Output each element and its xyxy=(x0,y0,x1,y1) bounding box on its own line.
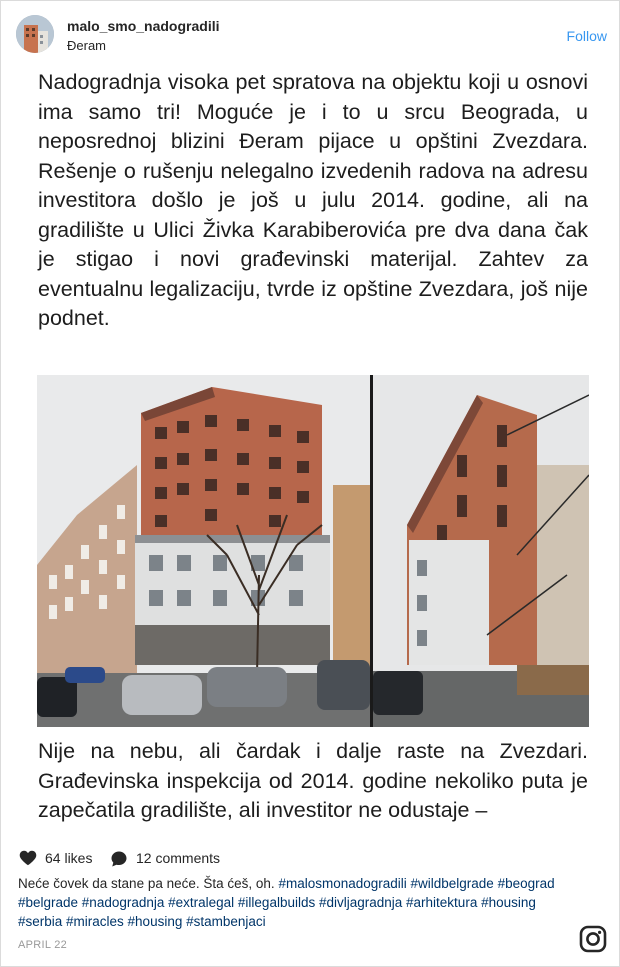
caption-text: Neće čovek da stane pa neće. Šta ćeš, oh. xyxy=(18,876,275,891)
post-image[interactable] xyxy=(1,59,619,839)
post-date[interactable]: APRIL 22 xyxy=(18,939,68,951)
comments-count[interactable]: 12 comments xyxy=(136,850,221,866)
photo-divider xyxy=(370,375,373,727)
post-header xyxy=(1,1,619,59)
caption-hashtags[interactable]: #malosmonadogradili #wildbelgrade #beograd #belgrade #nadogradnja #extralegal #illegalbuilds #divljagradnja #arhitektura #housing #serbia #miracles #housing #stambenjaci xyxy=(18,876,555,929)
heart-icon[interactable] xyxy=(19,850,37,871)
post-caption xyxy=(18,874,578,931)
comment-bubble-icon[interactable] xyxy=(110,850,128,873)
post-paragraph-2: Nije na nebu, ali čardak i dalje raste na Zvezdari. Građevinska inspekcija od 2014. godine nekoliko puta je zapečatila gradilište, ali investitor ne odustaje – xyxy=(38,739,588,822)
building-photos-illustration xyxy=(37,375,589,727)
instagram-logo-icon[interactable] xyxy=(579,925,607,953)
location[interactable]: Đeram xyxy=(67,38,107,53)
follow-button[interactable]: Follow xyxy=(566,28,607,44)
avatar[interactable] xyxy=(16,15,54,53)
username[interactable]: malo_smo_nadogradili xyxy=(67,18,220,34)
avatar-building-icon xyxy=(16,15,54,53)
post-paragraph-1: Nadogradnja visoka pet spratova na objektu koji u osnovi ima samo tri! Moguće je i to u srcu Beograda, u neposrednoj blizini Đeram pijace u opštini Zvezdara. Rešenje o rušenju nelegalno izvedenih radova na adresu investitora došlo je još u julu 2014. godine, ali na gradilište u Ulici Živka Karabiberovića pre dva dana čak je stigao i novi građevinski materijal. Zahtev za eventualnu legalizaciju, tvrde iz opštine Zvezdara, još nije podnet. xyxy=(38,70,588,330)
likes-count[interactable]: 64 likes xyxy=(45,850,93,866)
building-photos xyxy=(37,375,589,727)
